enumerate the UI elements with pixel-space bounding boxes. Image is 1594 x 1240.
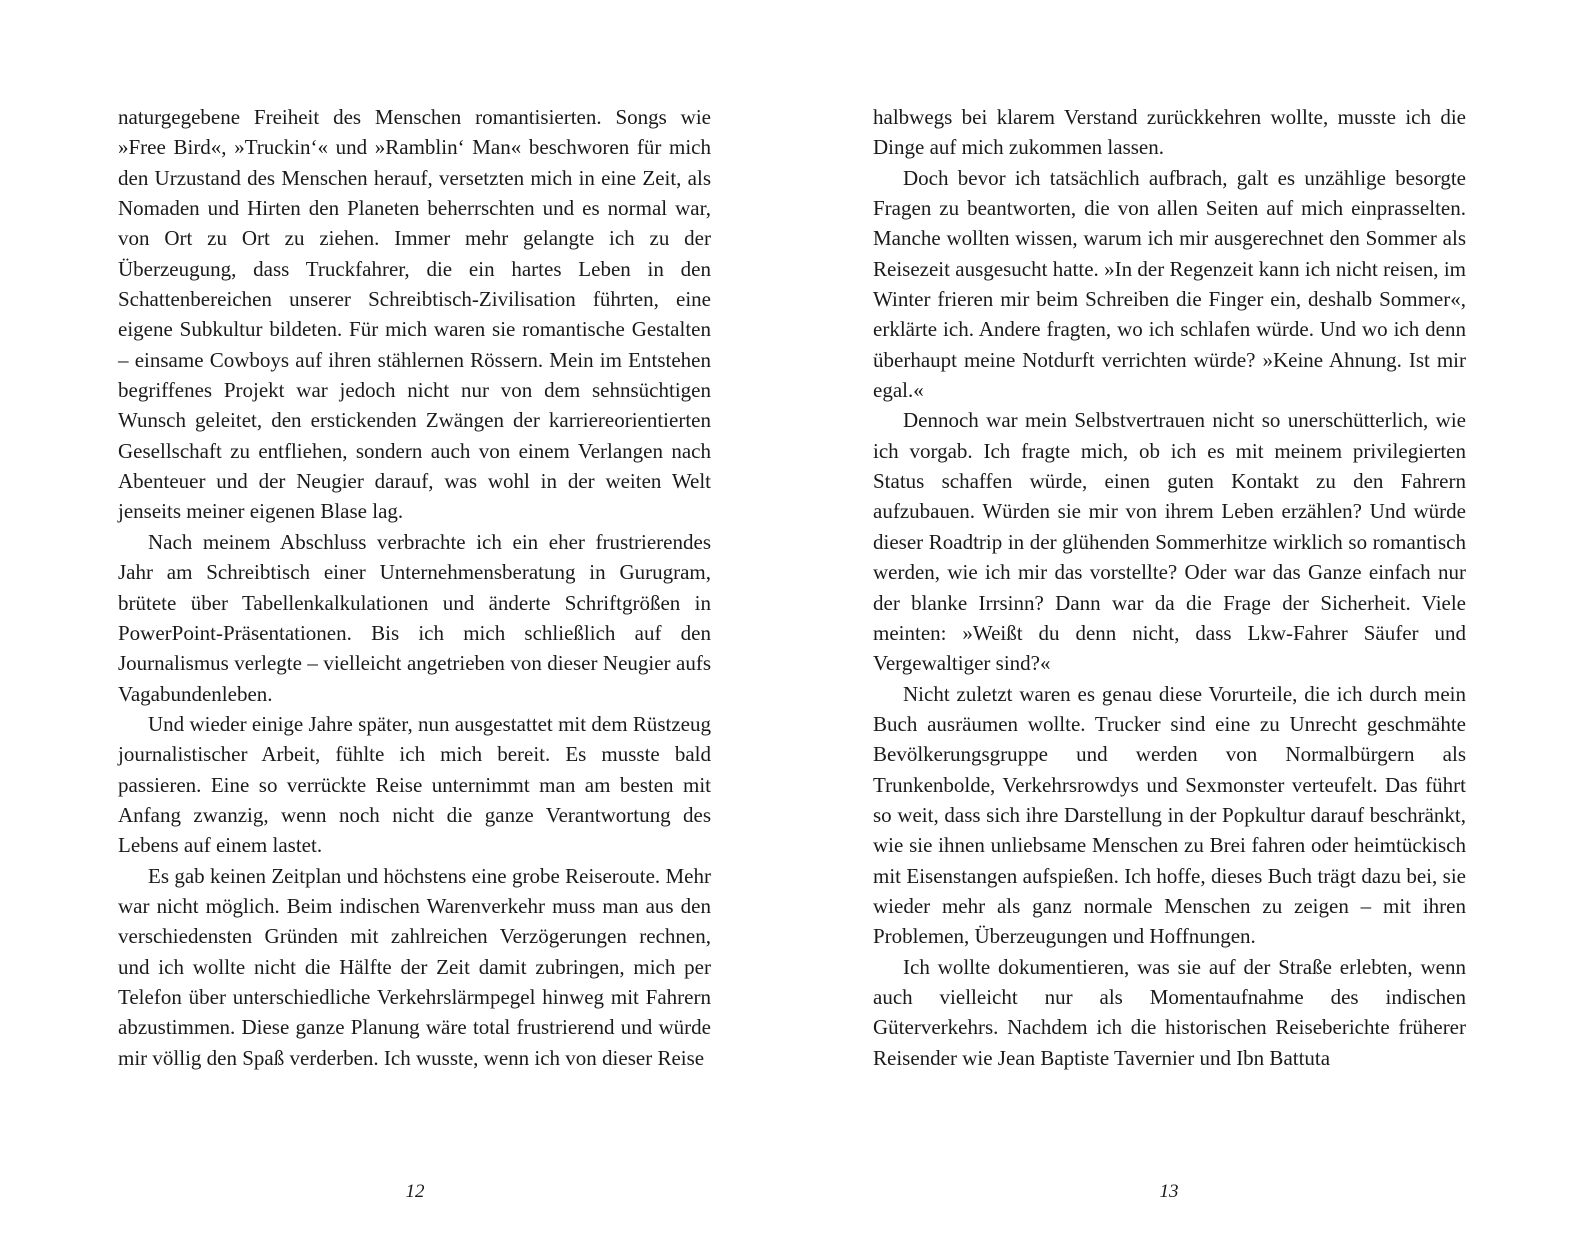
paragraph: Ich wollte dokumentieren, was sie auf der Straße erlebten, wenn auch vielleicht nur als Momentaufnahme des indischen Güterverkehrs. Nachdem ich die historischen Reiseberichte früherer Reisender wie Jean Baptiste Tavernier und Ibn Battuta (873, 954, 1466, 1070)
right-page (797, 0, 1594, 1240)
page-number: 13 (1159, 1181, 1179, 1202)
paragraph: Nach meinem Abschluss verbrachte ich ein eher frustrierendes Jahr am Schreibtisch einer Unternehmensberatung in Gurugram, brütete über Tabellenkalkulationen und änderte Schriftgrößen in PowerPoint-Präsentationen. Bis ich mich schließlich auf den Journalismus verlegte – vielleicht angetrieben von dieser Neugier aufs Vagabundenleben. (118, 529, 711, 706)
paragraph: Doch bevor ich tatsächlich aufbrach, galt es unzählige besorgte Fragen zu beantworten, die von allen Seiten auf mich einprasselten. Manche wollten wissen, warum ich mir ausgerechnet den Sommer als Reisezeit ausgesucht hatte. »In der Regenzeit kann ich nicht reisen, im Winter frieren mir beim Schreiben die Finger ein, deshalb Sommer«, erklärte ich. Andere fragten, wo ich schlafen würde. Und wo ich denn überhaupt meine Notdurft verrichten würde? »Keine Ahnung. Ist mir egal.« (873, 165, 1466, 403)
paragraph: Nicht zuletzt waren es genau diese Vorurteile, die ich durch mein Buch ausräumen wollte. Trucker sind eine zu Unrecht geschmähte Bevölkerungsgruppe und werden von Normalbürgern als Trunkenbolde, Verkehrsrowdys und Sexmonster verteufelt. Das führt so weit, dass sich ihre Darstellung in der Popkultur darauf beschränkt, wie sie ihnen unliebsame Menschen zu Brei fahren oder heimtückisch mit Eisenstangen aufspießen. Ich hoffe, dieses Buch trägt dazu bei, sie wieder mehr als ganz normale Menschen zu zeigen – mit ihren Problemen, Überzeugungen und Hoffnungen. (873, 681, 1466, 949)
paragraph: halbwegs bei klarem Verstand zurückkehren wollte, musste ich die Dinge auf mich zukommen lassen. (873, 105, 1466, 160)
paragraph: Und wieder einige Jahre später, nun ausgestattet mit dem Rüstzeug journalistischer Arbeit, fühlte ich mich bereit. Es musste bald passieren. Eine so verrückte Reise unternimmt man am besten mit Anfang zwanzig, wenn noch nicht die ganze Verantwortung des Lebens auf einem lastet. (118, 711, 711, 858)
paragraph: Dennoch war mein Selbstvertrauen nicht so unerschütterlich, wie ich vorgab. Ich fragte mich, ob ich es mit meinem privilegierten Status schaffen würde, einen guten Kontakt zu den Fahrern aufzubauen. Würden sie mir von ihrem Leben erzählen? Und würde dieser Roadtrip in der glühenden Sommerhitze wirklich so romantisch werden, wie ich mir das vorstellte? Oder war das Ganze einfach nur der blanke Irrsinn? Dann war da die Frage der Sicherheit. Viele meinten: »Weißt du denn nicht, dass Lkw-Fahrer Säufer und Vergewaltiger sind?« (873, 408, 1466, 676)
paragraph: naturgegebene Freiheit des Menschen romantisierten. Songs wie »Free Bird«, »Truckin‘« und »Ramblin‘ Man« beschworen für mich den Urzustand des Menschen herauf, versetzten mich in eine Zeit, als Nomaden und Hirten den Planeten beherrschten und es normal war, von Ort zu Ort zu ziehen. Immer mehr gelangte ich zu der Überzeugung, dass Truckfahrer, die ein hartes Leben in den Schattenbereichen unserer Schreibtisch-Zivilisation führten, eine eigene Subkultur bildeten. Für mich waren sie romantische Gestalten – einsame Cowboys auf ihren stählernen Rössern. Mein im Entstehen begriffenes Projekt war jedoch nicht nur von dem sehnsüchtigen Wunsch geleitet, den erstickenden Zwängen der karriereorientierten Gesellschaft zu entfliehen, sondern auch von einem Verlangen nach Abenteuer und der Neugier darauf, was wohl in der weiten Welt jenseits meiner eigenen Blase lag. (118, 105, 711, 524)
page-number: 12 (405, 1181, 425, 1202)
paragraph: Es gab keinen Zeitplan und höchstens eine grobe Reiseroute. Mehr war nicht möglich. Beim indischen Warenverkehr muss man aus den verschiedensten Gründen mit zahlreichen Verzögerungen rechnen, und ich wollte nicht die Hälfte der Zeit damit zubringen, mich per Telefon über unterschiedliche Verkehrslärmpegel hinweg mit Fahrern abzustimmen. Diese ganze Planung wäre total frustrierend und würde mir völlig den Spaß verderben. Ich wusste, wenn ich von dieser Reise (118, 863, 711, 1070)
left-page-body (118, 102, 711, 1073)
right-page-body (873, 102, 1466, 1073)
